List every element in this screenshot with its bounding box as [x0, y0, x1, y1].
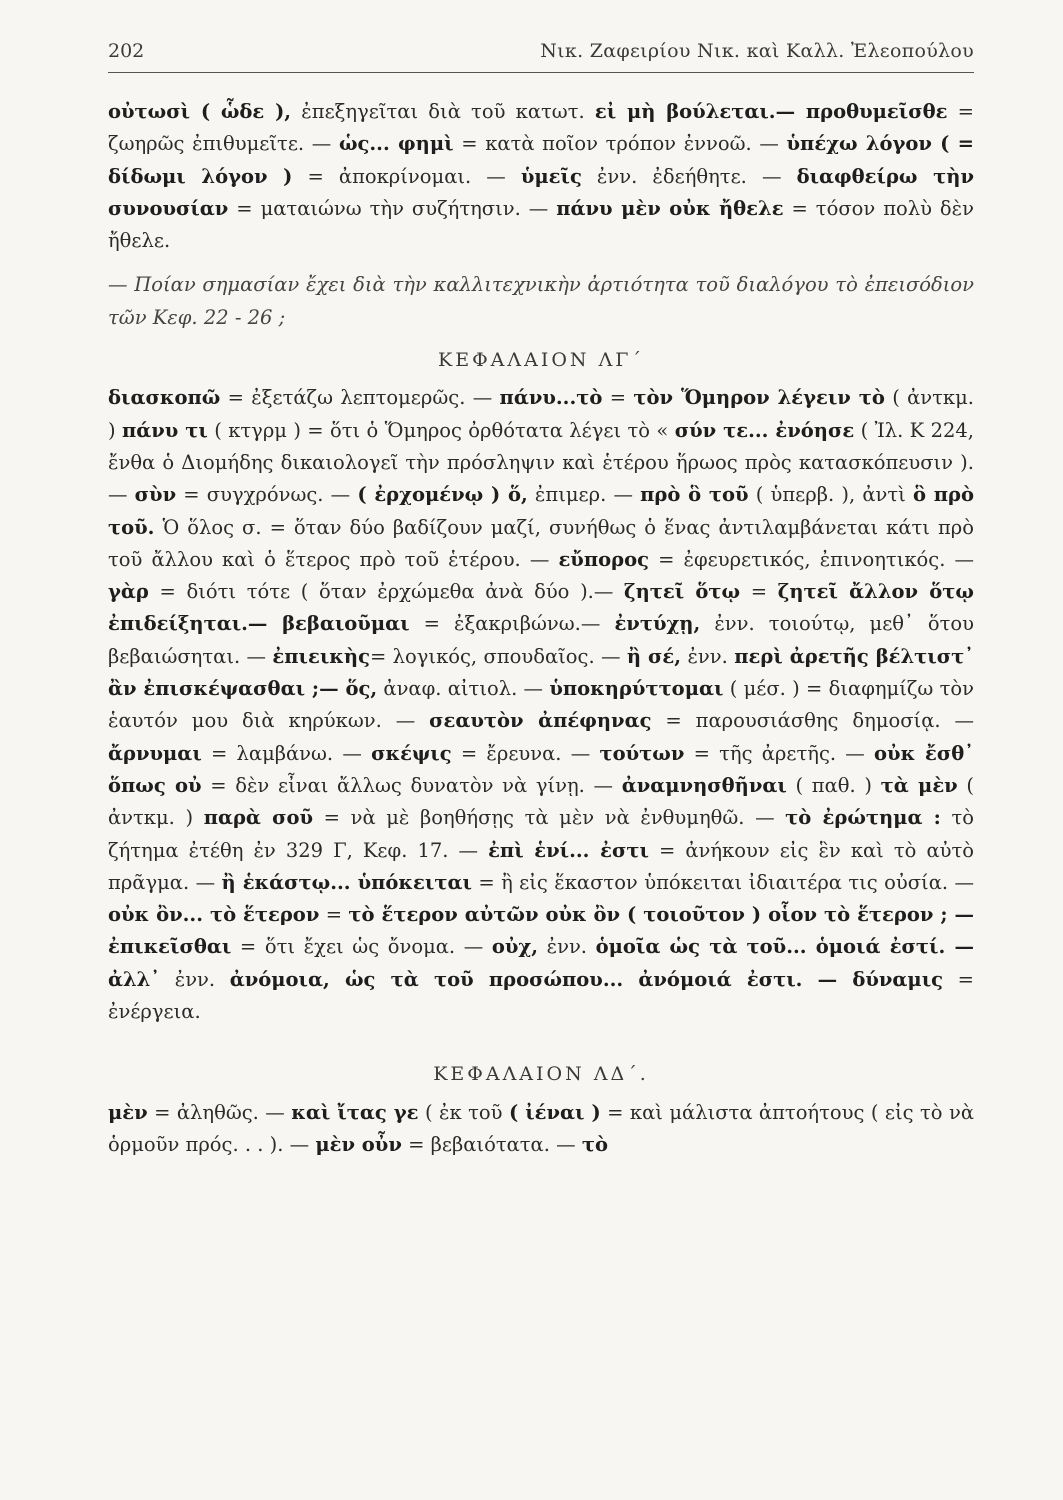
study-question: — Ποίαν σημασίαν ἔχει διὰ τὴν καλλιτεχνικὴν ἀρτιότητα τοῦ διαλόγου τὸ ἐπεισόδιον τῶν Κεφ. 22 - 26 ;: [108, 273, 974, 329]
chapter-lg-commentary: διασκοπῶ = ἐξετάζω λεπτομερῶς. — πάνυ...τὸ = τὸν Ὅμηρον λέγειν τὸ ( ἀντκμ. ) πάνυ τι ( κτγρμ ) = ὅτι ὁ Ὅμηρος ὀρθότατα λέγει τὸ « σύν τε... ἐνόησε ( Ἰλ. Κ 224, ἔνθα ὁ Διομήδης δικαιολογεῖ τὴν πρόσληψιν καὶ ἑτέρου ἥρωος πρὸς κατασκόπευσιν ). — σὺν = συγχρόνως. — ( ἐρχομένῳ ) ὅ, ἐπιμερ. — πρὸ ὃ τοῦ ( ὑπερβ. ), ἀντὶ ὃ πρὸ τοῦ. Ὁ ὅλος σ. = ὅταν δύο βαδίζουν μαζί, συνήθως ὁ ἕνας ἀντιλαμβάνεται κάτι πρὸ τοῦ ἄλλου καὶ ὁ ἕτερος πρὸ τοῦ ἑτέρου. — εὔπορος = ἐφευρετικός, ἐπινοητικός. — γὰρ = διότι τότε ( ὅταν ἐρχώμεθα ἀνὰ δύο ).— ζητεῖ ὅτῳ = ζητεῖ ἄλλον ὅτῳ ἐπιδείξηται.— βεβαιοῦμαι = ἐξακριβώνω.— ἐντύχῃ, ἐνν. τοιούτῳ, μεθ᾽ ὅτου βεβαιώσηται. — ἐπιεικὴς= λογικός, σπουδαῖος. — ἢ σέ, ἐνν. περὶ ἀρετῆς βέλτιστ᾽ ἂν ἐπισκέψασθαι ;— ὅς, ἀναφ. αἰτιολ. — ὑποκηρύττομαι ( μέσ. ) = διαφημίζω τὸν ἑαυτόν μου διὰ κηρύκων. — σεαυτὸν ἀπέφηνας = παρουσιάσθης δημοσίᾳ. — ἄρνυμαι = λαμβάνω. — σκέψις = ἔρευνα. — τούτων = τῆς ἀρετῆς. — οὐκ ἔσθ᾽ ὅπως οὐ = δὲν εἶναι ἄλλως δυνατὸν νὰ γίνῃ. — ἀναμνησθῆναι ( παθ. ) τὰ μὲν ( ἀντκμ. ) παρὰ σοῦ = νὰ μὲ βοηθήσῃς τὰ μὲν νὰ ἐνθυμηθῶ. — τὸ ἐρώτημα : τὸ ζήτημα ἐτέθη ἐν 329 Γ, Κεφ. 17. — ἐπὶ ἑνί... ἐστι = ἀνήκουν εἰς ἓν καὶ τὸ αὐτὸ πρᾶγμα. — ἢ ἑκάστῳ... ὑπόκειται = ἢ εἰς ἕκαστον ὑπόκειται ἰδιαιτέρα τις οὐσία. — οὐκ ὂν... τὸ ἕτερον = τὸ ἕτερον αὐτῶν οὐκ ὂν ( τοιοῦτον ) οἷον τὸ ἕτερον ; — ἐπικεῖσθαι = ὅτι ἔχει ὡς ὄνομα. — οὐχ, ἐνν. ὁμοῖα ὡς τὰ τοῦ... ὁμοιά ἐστί. — ἀλλ᾽ ἐνν. ἀνόμοια, ὡς τὰ τοῦ προσώπου... ἀνόμοιά ἐστι. — δύναμις = ἐνέργεια.: [108, 386, 975, 1024]
page-body: [108, 96, 974, 1161]
running-title: Νικ. Ζαφειρίου Νικ. καὶ Καλλ. Ἐλεοπούλου: [540, 40, 974, 62]
chapter-heading-ld: ΚΕΦΑΛΑΙΟΝ ΛΔ΄.: [433, 1063, 649, 1086]
page-number: 202: [108, 40, 145, 62]
chapter-ld-commentary: μὲν = ἀληθῶς. — καὶ ἴτας γε ( ἐκ τοῦ ( ἰέναι ) = καὶ μάλιστα ἀπτοήτους ( εἰς τὸ νὰ ὁρμοῦν πρός. . . ). — μὲν οὖν = βεβαιότατα. — τὸ: [108, 1100, 975, 1156]
commentary-paragraph: οὐτωσὶ ( ὧδε ), ἐπεξηγεῖται διὰ τοῦ κατωτ. εἰ μὴ βούλεται.— προθυμεῖσθε = ζωηρῶς ἐπιθυμεῖτε. — ὡς... φημὶ = κατὰ ποῖον τρόπον ἐννοῶ. — ὑπέχω λόγον ( = δίδωμι λόγον ) = ἀποκρίνομαι. — ὑμεῖς ἐνν. ἐδεήθητε. — διαφθείρω τὴν συνουσίαν = ματαιώνω τὴν συζήτησιν. — πάνυ μὲν οὐκ ἤθελε = τόσον πολὺ δὲν ἤθελε.: [108, 100, 975, 253]
chapter-heading-lg: ΚΕΦΑΛΑΙΟΝ ΛΓ΄: [438, 349, 644, 372]
page-header: [108, 40, 974, 73]
